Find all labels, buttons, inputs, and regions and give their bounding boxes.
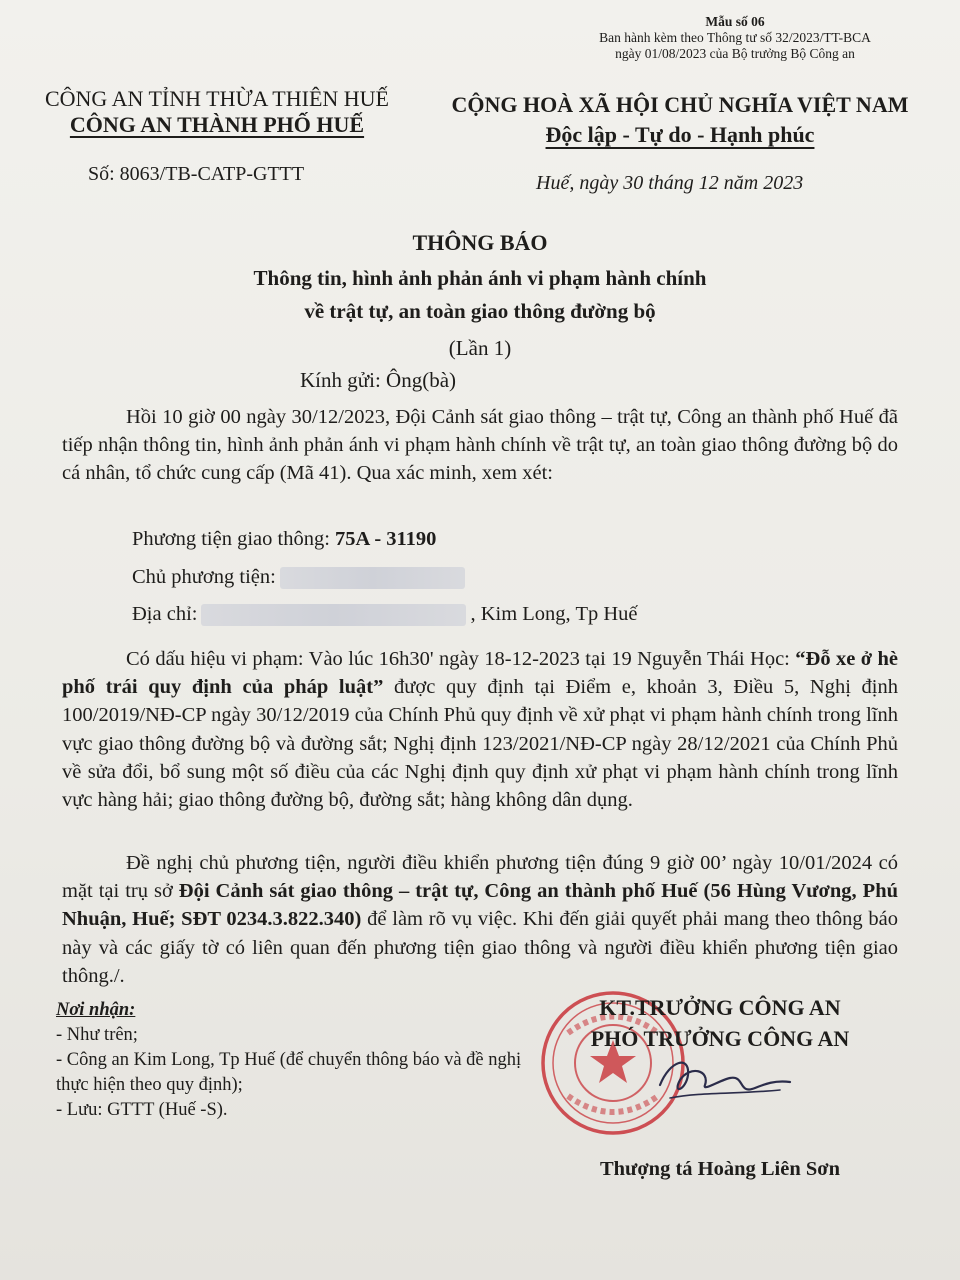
redacted-address xyxy=(201,604,466,626)
recipient-item: - Lưu: GTTT (Huế -S). xyxy=(56,1100,228,1120)
form-legal-basis-line2: ngày 01/08/2023 của Bộ trưởng Bộ Công an xyxy=(615,46,855,61)
national-header xyxy=(430,90,930,150)
recipients-block xyxy=(56,998,536,1123)
address-label: Địa chỉ: xyxy=(132,603,198,625)
violation-legal-basis: được quy định tại Điểm e, khoản 3, Điều 5, Nghị định 100/2019/NĐ-CP ngày 30/12/2019 của Chính Phủ quy định về xử phạt vi phạm hành chính trong lĩnh vực giao thông đường bộ và đường sắt; Nghị định 123/2021/NĐ-CP ngày 28/12/2021 của Chính Phủ về sửa đổi, bổ sung một số điều của các Nghị định quy định xử phạt vi phạm hành chính trong lĩnh vực hàng hải; giao thông đường bộ, đường sắt; hàng không dân dụng. xyxy=(62,676,898,812)
request-paragraph xyxy=(62,849,898,990)
intro-paragraph xyxy=(62,403,898,488)
signatory-title-1: KT.TRƯỞNG CÔNG AN xyxy=(599,995,841,1020)
owner-label: Chủ phương tiện: xyxy=(132,566,276,588)
violation-intro: Có dấu hiệu vi phạm: Vào lúc 16h30' ngày 18-12-2023 tại 19 Nguyễn Thái Học: xyxy=(126,648,796,670)
parent-authority: CÔNG AN TỈNH THỪA THIÊN HUẾ xyxy=(44,86,389,111)
recipients-header: Nơi nhận: xyxy=(56,1000,136,1020)
country-name: CỘNG HOÀ XÃ HỘI CHỦ NGHĨA VIỆT NAM xyxy=(451,92,909,117)
redacted-owner-name xyxy=(280,567,465,589)
signatory-title-2: PHÓ TRƯỞNG CÔNG AN xyxy=(590,1026,850,1051)
issue-date: Huế, ngày 30 tháng 12 năm 2023 xyxy=(536,172,804,194)
recipient-item: - Công an Kim Long, Tp Huế (để chuyển thông báo và đề nghị thực hiện theo quy định); xyxy=(56,1050,522,1095)
owner-field xyxy=(132,566,465,589)
document-number: Số: 8063/TB-CATP-GTTT xyxy=(88,163,305,185)
form-code: Mẫu số 06 xyxy=(705,14,765,29)
issuing-authority xyxy=(22,86,412,138)
national-motto: Độc lập - Tự do - Hạnh phúc xyxy=(545,122,815,147)
document-subtitle xyxy=(0,262,960,328)
recipient-line: Kính gửi: Ông(bà) xyxy=(300,368,457,392)
request-intro: Đề nghị chủ phương tiện, người điều khiển phương tiện đúng 9 giờ 00’ ngày 10/01/2024 có mặt tại trụ sở xyxy=(62,852,898,903)
address-suffix: , Kim Long, Tp Huế xyxy=(470,603,638,625)
request-details: để làm rõ vụ việc. Khi đến giải quyết phải mang theo thông báo này và các giấy tờ có liên quan đến phương tiện giao thông và người điều khiển phương tiện giao thông./. xyxy=(62,908,898,987)
subtitle-line-2: về trật tự, an toàn giao thông đường bộ xyxy=(304,299,656,323)
recipient-item: - Như trên; xyxy=(56,1025,138,1045)
issuing-unit: CÔNG AN THÀNH PHỐ HUẾ xyxy=(69,112,365,137)
office-address: Đội Cảnh sát giao thông – trật tự, Công an thành phố Huế (56 Hùng Vương, Phú Nhuận, Huế; SĐT 0234.3.822.340) xyxy=(62,880,898,931)
license-plate: 75A - 31190 xyxy=(335,528,437,550)
notice-count: (Lần 1) xyxy=(448,336,512,360)
address-field xyxy=(132,603,638,626)
form-reference xyxy=(580,14,890,62)
form-legal-basis-line1: Ban hành kèm theo Thông tư số 32/2023/TT-BCA xyxy=(599,30,871,45)
vehicle-field xyxy=(132,528,436,551)
subtitle-line-1: Thông tin, hình ảnh phản ánh vi phạm hành chính xyxy=(253,266,707,290)
violation-act: “Đỗ xe ở hè phố trái quy định của pháp luật” xyxy=(62,648,898,699)
handwritten-signature xyxy=(650,1040,800,1110)
document-title: THÔNG BÁO xyxy=(412,230,548,255)
violation-paragraph xyxy=(62,645,898,814)
vehicle-label: Phương tiện giao thông: xyxy=(132,528,330,550)
intro-text: Hồi 10 giờ 00 ngày 30/12/2023, Đội Cảnh sát giao thông – trật tự, Công an thành phố Huế đã tiếp nhận thông tin, hình ảnh phản ánh vi phạm hành chính về trật tự, an toàn giao thông đường bộ do cá nhân, tổ chức cung cấp (Mã 41). Qua xác minh, xem xét: xyxy=(62,406,898,485)
signer-name: Thượng tá Hoàng Liên Sơn xyxy=(599,1158,841,1180)
